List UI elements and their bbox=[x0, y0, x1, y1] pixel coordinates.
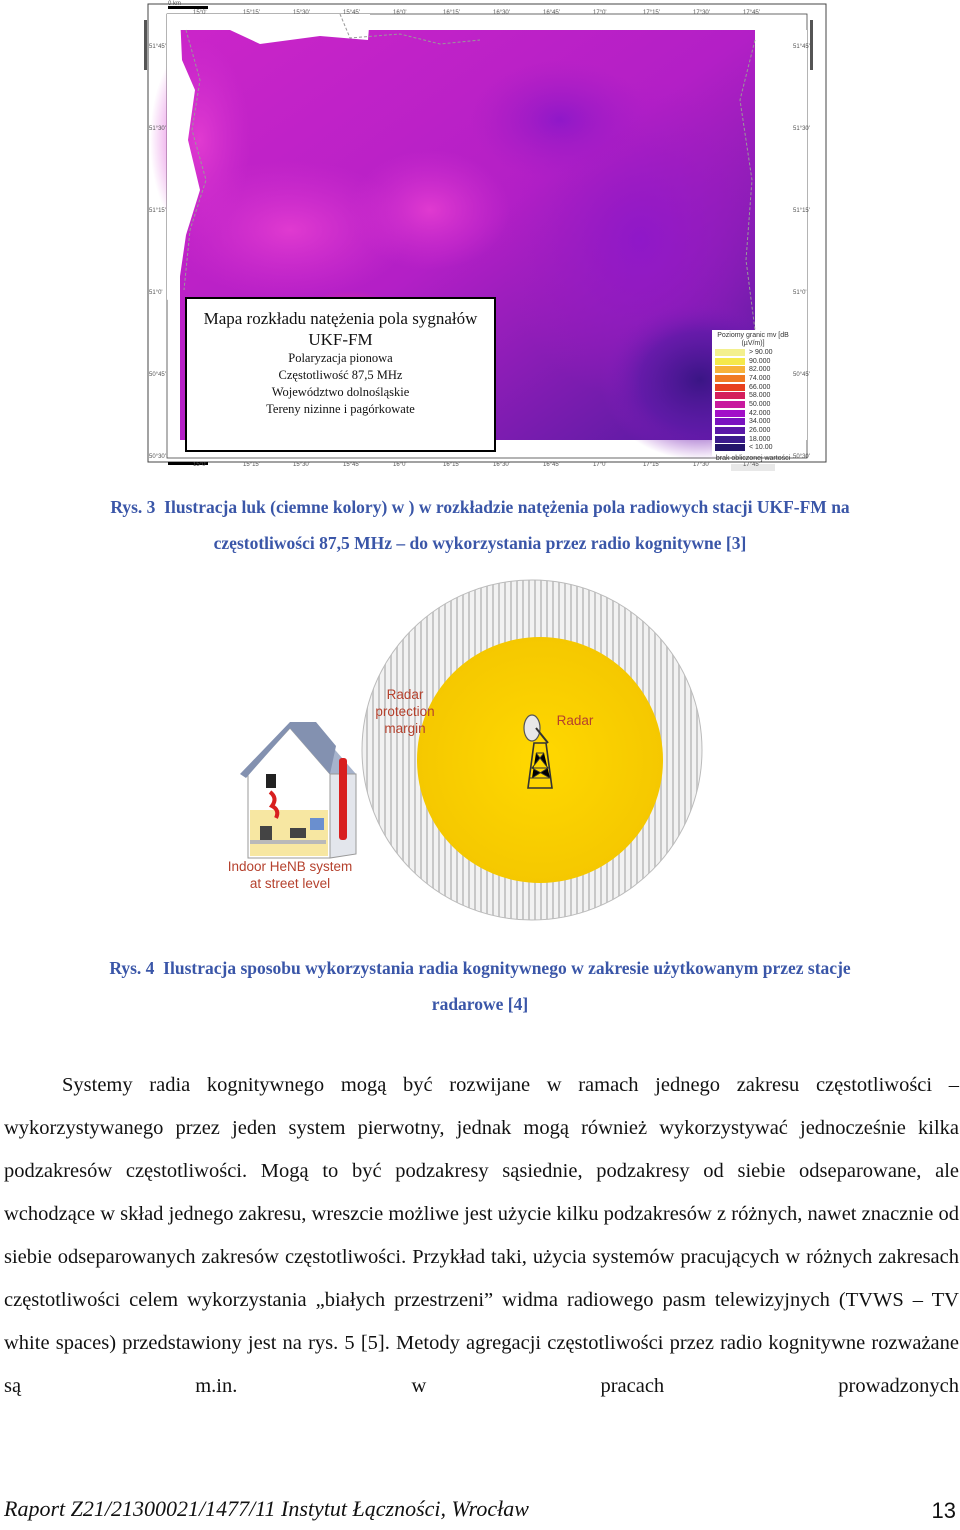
map-bottom-tick: 17°15' bbox=[643, 462, 660, 468]
map-scale-row bbox=[712, 426, 794, 435]
map-legend-polarization: Polaryzacja pionowa bbox=[288, 351, 393, 365]
map-scale-label: 82.000 bbox=[749, 366, 771, 374]
map-left-tick: 51°30' bbox=[149, 126, 166, 132]
map-top-tick: 17°45' bbox=[743, 10, 760, 16]
map-top-tick: 15°45' bbox=[343, 10, 360, 16]
map-right-tick: 51°45' bbox=[793, 44, 810, 50]
map-bottom-tick: 16°0' bbox=[393, 462, 407, 468]
map-scale-label: > 90.00 bbox=[749, 348, 773, 356]
henb-label-line1: Indoor HeNB system bbox=[227, 859, 353, 874]
map-bottom-tick: 16°45' bbox=[543, 462, 560, 468]
map-legend-region: Województwo dolnośląskie bbox=[271, 385, 410, 399]
radar-margin-label-line2: protection bbox=[375, 704, 435, 719]
map-scale-row bbox=[712, 400, 794, 409]
map-legend-frequency: Częstotliwość 87,5 MHz bbox=[278, 368, 403, 382]
figure4-caption-line2: radarowe [4] bbox=[431, 994, 529, 1014]
map-scale-swatch bbox=[715, 358, 745, 365]
map-left-tick: 51°15' bbox=[149, 208, 166, 214]
map-bottom-tick: 15°0' bbox=[193, 462, 207, 468]
footer-page-number: 13 bbox=[931, 1498, 956, 1523]
map-bottom-tick: 17°0' bbox=[593, 462, 607, 468]
map-right-tick: 51°30' bbox=[793, 126, 810, 132]
henb-label-line2: at street level bbox=[249, 876, 331, 891]
map-top-tick: 17°0' bbox=[593, 10, 607, 16]
map-scale-row bbox=[712, 348, 794, 357]
map-top-tick: 17°30' bbox=[693, 10, 710, 16]
map-scale-swatch bbox=[715, 427, 745, 434]
map-scale-row bbox=[712, 418, 794, 427]
figure3-caption-line2: częstotliwości 87,5 MHz – do wykorzystania przez radio kognitywne [3] bbox=[213, 533, 747, 553]
map-scale-label: 50.000 bbox=[749, 400, 771, 408]
radar-label: Radar bbox=[556, 713, 594, 728]
map-right-tick: 51°15' bbox=[793, 208, 810, 214]
figure4-caption-text1: Ilustracja sposobu wykorzystania radia kognitywnego w zakresie użytkowanym przez stacje bbox=[163, 958, 851, 978]
map-top-tick: 16°45' bbox=[543, 10, 560, 16]
map-top-tick: 15°30' bbox=[293, 10, 310, 16]
map-scale-row bbox=[712, 365, 794, 374]
map-top-tick: 15°0' bbox=[193, 10, 207, 16]
radar-margin-label-line3: margin bbox=[384, 721, 426, 736]
map-bottom-tick: 17°45' bbox=[743, 462, 760, 468]
radar-margin-label bbox=[350, 686, 460, 737]
map-legend-title: Mapa rozkładu natężenia pola sygnałów UKF-FM bbox=[203, 309, 478, 349]
map-left-tick: 50°30' bbox=[149, 454, 166, 460]
map-scale-row bbox=[712, 444, 794, 453]
map-scale-row bbox=[712, 435, 794, 444]
map-bottom-tick: 15°15' bbox=[243, 462, 260, 468]
map-bottom-tick: 16°15' bbox=[443, 462, 460, 468]
map-scale-swatch bbox=[715, 375, 745, 382]
map-scale-header: Poziomy granic mv [dB (µV/m)] bbox=[717, 332, 789, 347]
map-top-tick: 16°0' bbox=[393, 10, 407, 16]
map-scale-swatch bbox=[715, 392, 745, 399]
map-color-scale bbox=[712, 330, 794, 463]
henb-label bbox=[210, 858, 370, 892]
radar-margin-label-line1: Radar bbox=[386, 687, 424, 702]
map-bottom-tick: 15°30' bbox=[293, 462, 310, 468]
map-bottom-tick: 16°30' bbox=[493, 462, 510, 468]
radar-diagram bbox=[210, 578, 780, 928]
map-scale-row bbox=[712, 374, 794, 383]
map-scale-swatch bbox=[715, 401, 745, 408]
map-right-tick: 50°30' bbox=[793, 454, 810, 460]
map-left-tick: 51°45' bbox=[149, 44, 166, 50]
map-bottom-tick: 17°30' bbox=[693, 462, 710, 468]
map-right-tick: 50°45' bbox=[793, 372, 810, 378]
map-scale-row bbox=[712, 409, 794, 418]
house-icon bbox=[240, 722, 356, 858]
map-legend-box bbox=[185, 297, 496, 452]
map-scale-label: 18.000 bbox=[749, 435, 771, 443]
map-scale-no-data: brak obliczonej wartości bbox=[715, 455, 791, 463]
figure3-caption-prefix: Rys. 3 bbox=[110, 497, 156, 517]
map-scale-label: 74.000 bbox=[749, 374, 771, 382]
figure3-caption-line1 bbox=[0, 489, 960, 525]
map-scale-label: 42.000 bbox=[749, 409, 771, 417]
map-scale-swatch bbox=[715, 410, 745, 417]
map-scale-swatch bbox=[715, 366, 745, 373]
map-scale-label: 26.000 bbox=[749, 427, 771, 435]
map-scale-swatch bbox=[715, 444, 745, 451]
map-scale-row bbox=[712, 391, 794, 400]
map-top-tick: 16°30' bbox=[493, 10, 510, 16]
map-legend-terrain: Tereny nizinne i pagórkowate bbox=[266, 402, 415, 416]
map-bottom-tick: 15°45' bbox=[343, 462, 360, 468]
figure4-caption-line1 bbox=[0, 950, 960, 986]
map-scale-row bbox=[712, 357, 794, 366]
map-top-tick: 17°15' bbox=[643, 10, 660, 16]
map-scale-row bbox=[712, 383, 794, 392]
map-scale-swatch bbox=[715, 436, 745, 443]
map-top-tick: 15°15' bbox=[243, 10, 260, 16]
body-text bbox=[4, 1064, 959, 1408]
scale-label-top: 0 km bbox=[168, 1, 182, 7]
map-scale-label: 58.000 bbox=[749, 392, 771, 400]
map-scale-swatch bbox=[715, 384, 745, 391]
map-scale-swatch bbox=[715, 349, 745, 356]
map-left-tick: 50°45' bbox=[149, 372, 166, 378]
figure3-caption-text1: Ilustracja luk (ciemne kolory) w ) w rozkładzie natężenia pola radiowych stacji UKF-FM na bbox=[164, 497, 850, 517]
map-scale-label: 66.000 bbox=[749, 383, 771, 391]
map-scale-label: 90.000 bbox=[749, 357, 771, 365]
map-right-tick: 51°0' bbox=[793, 290, 807, 296]
body-paragraph: Systemy radia kognitywnego mogą być rozwijane w ramach jednego zakresu częstotliwości – wykorzystywanego przez jeden system pierwotny, jednak mogą również wykorzystywać jednocześnie kilka podzakresów częstotliwości. Mogą to być podzakresy sąsiednie, podzakresy od siebie odseparowane, ale wchodzące w skład jednego zakresu, wreszcie możliwe jest użycie kilku podzakresów z różnych, nawet znacznie od siebie odseparowanych zakresów częstotliwości. Przykład taki, użycia systemów pracujących w różnych zakresach częstotliwości celem wykorzystania „białych przestrzeni” widma radiowego pasm telewizyjnych (TVWS – TV white spaces) przedstawiony jest na rys. 5 [5]. Metody agregacji częstotliwości przez radio kognitywne rozważane są m.in. w pracach prowadzonych bbox=[4, 1074, 959, 1397]
map-top-tick: 16°15' bbox=[443, 10, 460, 16]
map-scale-label: 34.000 bbox=[749, 418, 771, 426]
signal-strength-map bbox=[140, 0, 830, 478]
map-scale-swatch bbox=[715, 418, 745, 425]
figure4-caption-prefix: Rys. 4 bbox=[109, 958, 155, 978]
map-scale-label: < 10.00 bbox=[749, 444, 773, 452]
footer-report-id: Raport Z21/21300021/1477/11 Instytut Łączności, Wrocław bbox=[4, 1496, 529, 1521]
map-left-tick: 51°0' bbox=[149, 290, 163, 296]
